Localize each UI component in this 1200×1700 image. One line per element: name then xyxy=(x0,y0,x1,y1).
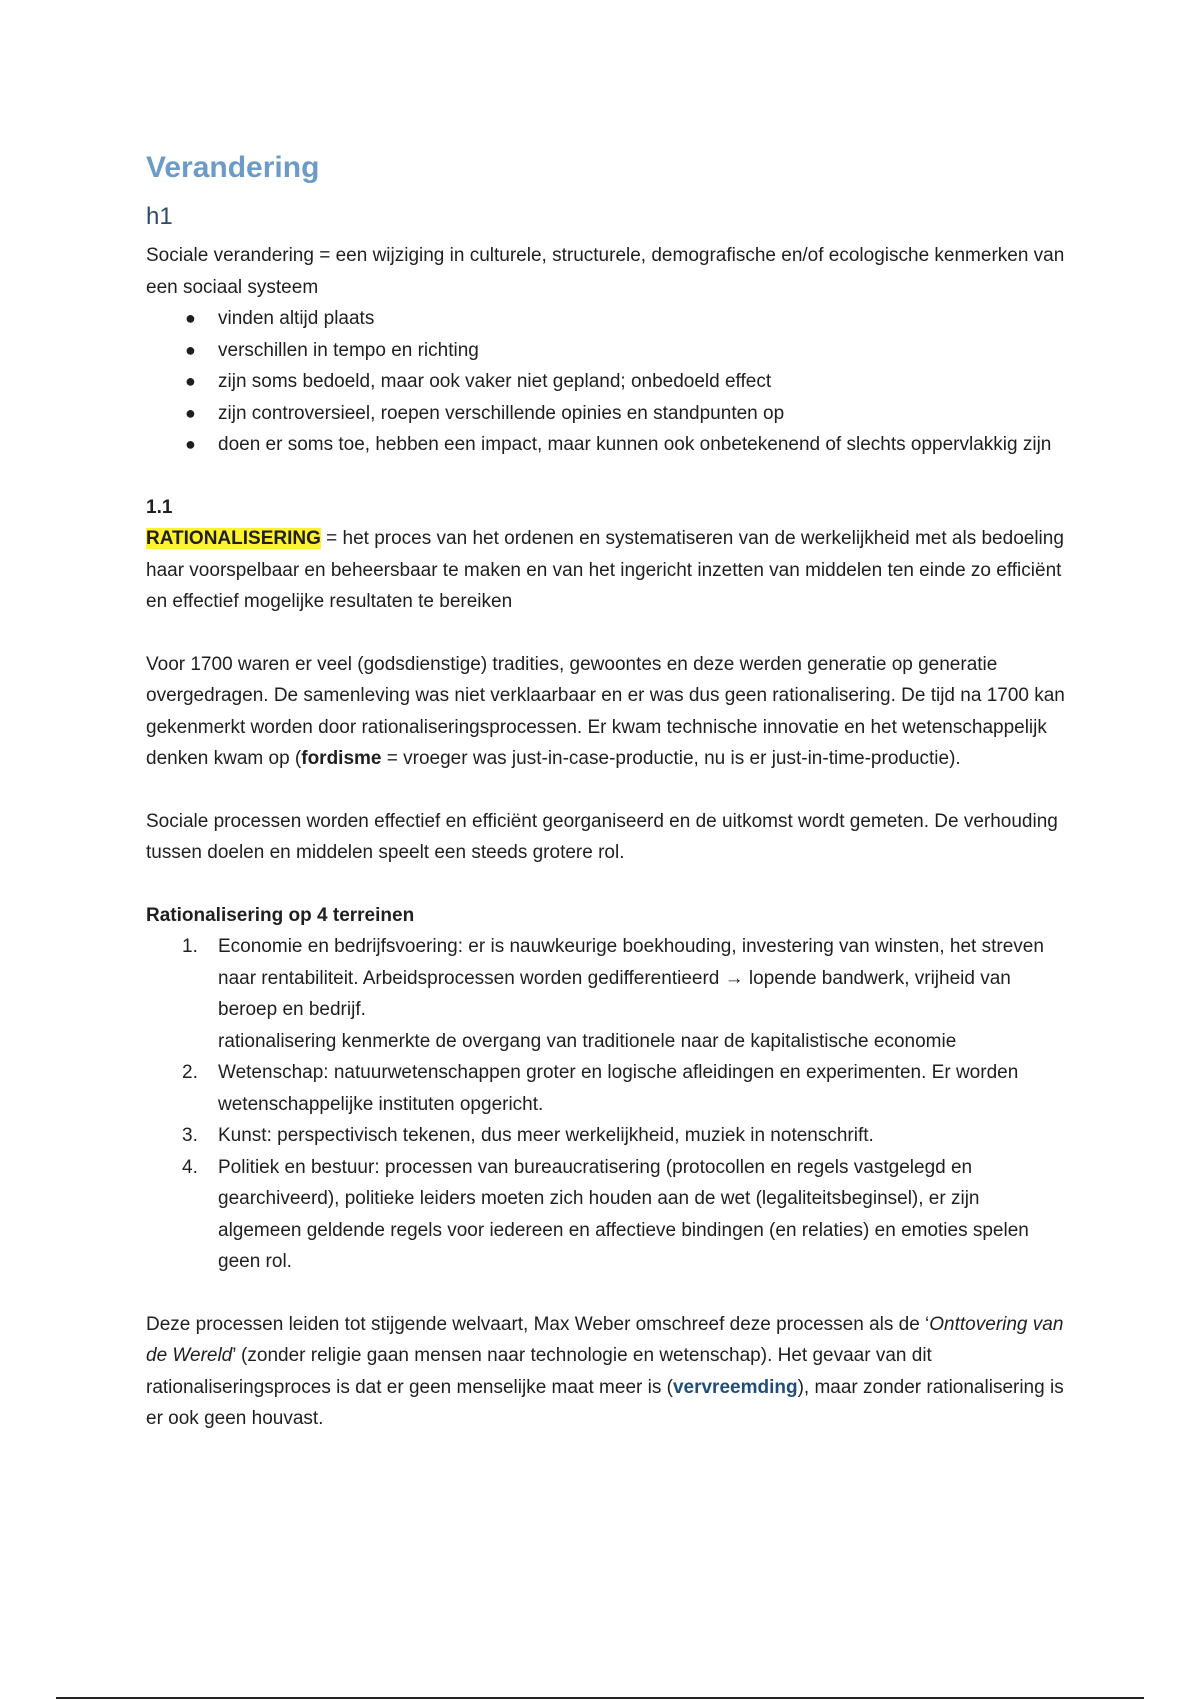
list-item: ● vinden altijd plaats xyxy=(218,303,1066,335)
list-item: 2. Wetenschap: natuurwetenschappen groter en logische afleidingen en experimenten. Er worden wetenschappelijke instituten opgericht. xyxy=(182,1062,1019,1115)
bullet-list xyxy=(146,303,1066,461)
list-item: ● zijn controversieel, roepen verschillende opinies en standpunten op xyxy=(218,398,1066,430)
list-item: 3. Kunst: perspectivisch tekenen, dus meer werkelijkheid, muziek in notenschrift. xyxy=(182,1125,874,1146)
heading-h1: h1 xyxy=(146,203,173,230)
italic-term: Onttovering van de Wereld xyxy=(146,1313,1064,1366)
definition-paragraph: RATIONALISERING = het proces van het ordenen en systematiseren van de werkelijkheid met als bedoeling haar voorspelbaar en beheersbaar te maken en van het ingericht inzetten van middelen ten einde zo efficiënt en effectief mogelijke resultaten te bereiken xyxy=(146,528,1064,612)
history-paragraph: Voor 1700 waren er veel (godsdienstige) tradities, gewoontes en deze werden generatie op generatie overgedragen. De samenleving was niet verklaarbaar en er was dus geen rationalisering. De tijd na 1700 kan gekenmerkt worden door rationaliseringsprocessen. Er kwam technische innovatie en het wetenschappelijk denken kwam op (fordisme = vroeger was just-in-case-productie, nu is er just-in-time-productie). xyxy=(146,653,1065,769)
subheading: Rationalisering op 4 terreinen xyxy=(146,904,415,926)
bullet-icon: ● xyxy=(185,308,196,328)
page-bottom-rule xyxy=(56,1697,1144,1699)
highlighted-term: RATIONALISERING xyxy=(146,528,321,549)
bullet-icon: ● xyxy=(185,339,196,360)
document-title: Verandering xyxy=(146,151,320,184)
intro-paragraph: Sociale verandering = een wijziging in culturele, structurele, demografische en/of ecologische kenmerken van een sociaal systeem xyxy=(146,245,1065,298)
list-item: 1. Economie en bedrijfsvoering: er is nauwkeurige boekhouding, investering van winsten, het streven naar rentabiliteit. Arbeidsprocessen worden gedifferentieerd → lopende bandwerk, vrijheid van beroep en bedrijf. rationalisering kenmerkte de overgang van traditionele naar de kapitalistische economie xyxy=(182,936,1044,1052)
numbered-list xyxy=(146,931,1066,1278)
term-fordisme: fordisme xyxy=(301,748,382,769)
bullet-icon: ● xyxy=(185,434,196,454)
processes-paragraph: Sociale processen worden effectief en efficiënt georganiseerd en de uitkomst wordt gemeten. De verhouding tussen doelen en middelen speelt een steeds grotere rol. xyxy=(146,810,1058,863)
section-heading-1-1: 1.1 xyxy=(146,496,173,518)
list-item: ● verschillen in tempo en richting xyxy=(218,335,1066,367)
list-item: ● doen er soms toe, hebben een impact, maar kunnen ook onbetekenend of slechts oppervlakkig zijn xyxy=(218,429,1066,461)
bullet-icon: ● xyxy=(185,402,196,423)
list-item: 4. Politiek en bestuur: processen van bureaucratisering (protocollen en regels vastgelegd en gearchiveerd), politieke leiders moeten zich houden aan de wet (legaliteitsbeginsel), er zijn algemeen geldende regels voor iedereen en affectieve bindingen (en relaties) en emoties spelen geen rol. xyxy=(182,1156,1029,1272)
list-item: ● zijn soms bedoeld, maar ook vaker niet gepland; onbedoeld effect xyxy=(218,366,1066,398)
weber-paragraph: Deze processen leiden tot stijgende welvaart, Max Weber omschreef deze processen als de ‘Onttovering van de Wereld’ (zonder religie gaan mensen naar technologie en wetenschap). Het gevaar van dit rationaliseringsproces is dat er geen menselijke maat meer is (vervreemding), maar zonder rationalisering is er ook geen houvast. xyxy=(146,1313,1064,1429)
term-vervreemding: vervreemding xyxy=(672,1376,798,1398)
document-page xyxy=(146,140,1066,1435)
bullet-icon: ● xyxy=(185,371,196,391)
